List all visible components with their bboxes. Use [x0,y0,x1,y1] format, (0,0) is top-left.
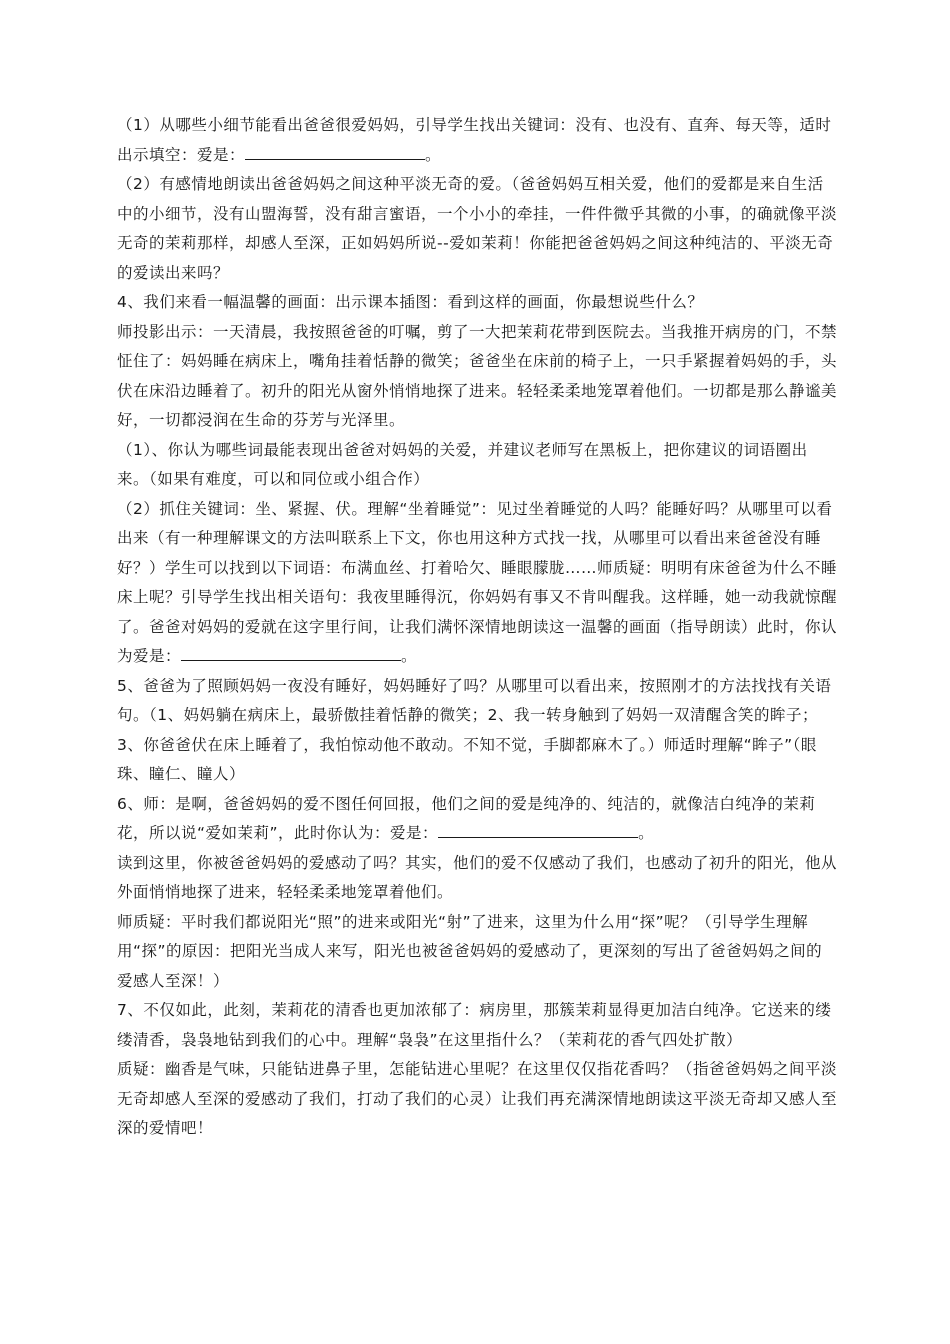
paragraph-2: （2）有感情地朗读出爸爸妈妈之间这种平淡无奇的爱。（爸爸妈妈互相关爱，他们的爱都是来自生活中的小细节，没有山盟海誓，没有甜言蜜语，一个小小的牵挂，一件件微乎其微的小事，的确就像平淡无奇的茉莉那样，却感人至深，正如妈妈所说--爱如茉莉！你能把爸爸妈妈之间这种纯洁的、平淡无奇的爱读出来吗？ [117,175,838,282]
paragraph-12: 质疑：幽香是气味，只能钻进鼻子里，怎能钻进心里呢？在这里仅仅指花香吗？（指爸爸妈妈之间平淡无奇却感人至深的爱感动了我们，打动了我们的心灵）让我们再充满深情地朗读这平淡无奇却又感人至深的爱情吧！ [117,1060,838,1137]
paragraph-8-end: 。 [638,824,655,842]
paragraph-10: 师质疑：平时我们都说阳光“照”的进来或阳光“射”了进来，这里为什么用“探”呢？（引导学生理解用“探”的原因：把阳光当成人来写，阳光也被爸爸妈妈的爱感动了，更深刻的写出了爸爸妈妈之间的爱感人至深！） [117,912,823,990]
fill-in-blank-1 [245,141,425,160]
paragraph-1 [117,111,837,170]
paragraph-3: 4、我们来看一幅温馨的画面：出示课本插图：看到这样的画面，你最想说些什么？ [117,293,704,311]
document-body [117,111,837,1144]
paragraph-6-text: （2）抓住关键词：坐、紧握、伏。理解“坐着睡觉”：见过坐着睡觉的人吗？能睡好吗？从哪里可以看出来（有一种理解课文的方法叫联系上下文，你也用这种方式找一找，从哪里可以看出来爸爸没有睡好？）学生可以找到以下词语：布满血丝、打着哈欠、睡眼朦胧……师质疑：明明有床爸爸为什么不睡床上呢？引导学生找出相关语句：我夜里睡得沉，你妈妈有事又不肯叫醒我。这样睡，她一动我就惊醒了。爸爸对妈妈的爱就在这字里行间，让我们满怀深情地朗读这一温馨的画面（指导朗读）此时，你认为爱是： [117,499,838,665]
paragraph-1-text: （1）从哪些小细节能看出爸爸很爱妈妈，引导学生找出关键词：没有、也没有、直奔、每天等，适时出示填空：爱是： [117,116,832,164]
paragraph-6 [117,495,837,672]
paragraph-1-end: 。 [425,145,442,164]
fill-in-blank-3 [438,819,638,838]
paragraph-11: 7、不仅如此，此刻，茉莉花的清香也更加浓郁了：病房里，那簇茉莉显得更加洁白纯净。它送来的缕缕清香，袅袅地钻到我们的心中。理解“袅袅”在这里指什么？（茉莉花的香气四处扩散） [117,1001,832,1049]
paragraph-8 [117,790,837,849]
fill-in-blank-2 [181,642,401,661]
paragraph-4: 师投影出示：一天清晨，我按照爸爸的叮嘱，剪了一大把茉莉花带到医院去。当我推开病房的门，不禁怔住了：妈妈睡在病床上，嘴角挂着恬静的微笑；爸爸坐在床前的椅子上，一只手紧握着妈妈的手，头伏在床沿边睡着了。初升的阳光从窗外悄悄地探了进来。轻轻柔柔地笼罩着他们。一切都是那么静谧美好，一切都浸润在生命的芬芳与光泽里。 [117,322,838,429]
paragraph-7: 5、爸爸为了照顾妈妈一夜没有睡好，妈妈睡好了吗？从哪里可以看出来，按照刚才的方法找找有关语句。（1、妈妈躺在病床上，最骄傲挂着恬静的微笑；2、我一转身触到了妈妈一双清醒含笑的眸子；3、你爸爸伏在床上睡着了，我怕惊动他不敢动。不知不觉，手脚都麻木了。）师适时理解“眸子”（眼珠、瞳仁、瞳人） [117,676,832,783]
paragraph-6-end: 。 [401,647,418,665]
paragraph-9: 读到这里，你被爸爸妈妈的爱感动了吗？其实，他们的爱不仅感动了我们，也感动了初升的阳光，他从外面悄悄地探了进来，轻轻柔柔地笼罩着他们。 [117,853,838,901]
paragraph-5: （1）、你认为哪些词最能表现出爸爸对妈妈的关爱，并建议老师写在黑板上，把你建议的词语圈出来。（如果有难度，可以和同位或小组合作） [117,440,808,488]
paragraph-8-text: 6、师：是啊，爸爸妈妈的爱不图任何回报，他们之间的爱是纯净的、纯洁的，就像洁白纯净的茉莉花，所以说“爱如茉莉”，此时你认为：爱是： [117,794,816,842]
